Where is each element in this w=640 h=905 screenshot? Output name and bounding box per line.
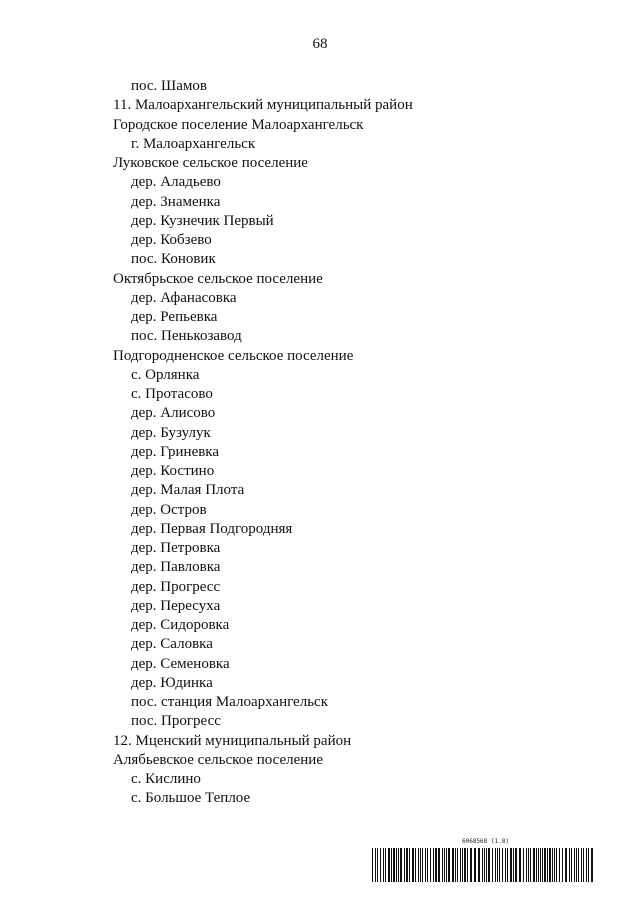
- settlement-item: дер. Бузулук: [131, 424, 211, 441]
- settlement-item: пос. Коновик: [131, 251, 216, 268]
- settlement-item: дер. Кузнечик Первый: [131, 212, 274, 229]
- settlement-item: дер. Сидоровка: [131, 617, 230, 633]
- settlement-item: пос. Шамов: [131, 78, 207, 94]
- section-heading: 11. Малоархангельский муниципальный район: [113, 97, 413, 114]
- settlement-item: дер. Пересуха: [131, 597, 221, 614]
- settlement-item: дер. Кобзево: [131, 232, 212, 248]
- settlement-item: дер. Юдинка: [131, 674, 213, 691]
- settlement-item: дер. Остров: [131, 501, 207, 518]
- settlement-item: пос. станция Малоархангельск: [131, 694, 328, 710]
- settlement-item: дер. Петровка: [131, 540, 221, 556]
- settlement-item: дер. Алисово: [131, 405, 216, 422]
- barcode-block: [372, 838, 594, 884]
- section-heading: Октябрьское сельское поселение: [113, 270, 323, 287]
- section-heading: Городское поселение Малоархангельск: [113, 116, 364, 133]
- barcode-label: 6068568 (1.8): [462, 838, 509, 845]
- settlement-item: дер. Гриневка: [131, 443, 220, 460]
- settlement-item: дер. Прогресс: [131, 578, 221, 595]
- barcode-icon: [372, 848, 594, 882]
- settlement-item: дер. Знаменка: [131, 193, 221, 210]
- section-heading: Подгородненское сельское поселение: [113, 347, 354, 364]
- page-number: 68: [312, 36, 328, 52]
- section-heading: Луковское сельское поселение: [113, 155, 308, 171]
- section-heading: 12. Мценский муниципальный район: [113, 732, 352, 749]
- settlement-item: дер. Малая Плота: [131, 482, 245, 499]
- settlement-item: с. Большое Теплое: [131, 790, 251, 807]
- settlement-item: с. Протасово: [131, 386, 213, 402]
- settlement-item: г. Малоархангельск: [131, 135, 256, 152]
- settlement-item: дер. Семеновка: [131, 655, 230, 672]
- settlement-item: дер. Первая Подгородняя: [131, 520, 293, 537]
- settlement-item: дер. Аладьево: [131, 174, 221, 191]
- settlement-item: дер. Репьевка: [131, 309, 218, 325]
- settlement-item: дер. Саловка: [131, 636, 213, 653]
- settlement-item: пос. Пенькозавод: [131, 328, 242, 345]
- settlement-item: дер. Павловка: [131, 559, 221, 576]
- section-heading: Алябьевское сельское поселение: [113, 751, 323, 768]
- settlement-item: дер. Костино: [131, 463, 215, 479]
- settlement-item: с. Орлянка: [131, 366, 200, 383]
- settlement-item: с. Кислино: [131, 771, 201, 787]
- settlement-item: дер. Афанасовка: [131, 289, 237, 306]
- settlement-item: пос. Прогресс: [131, 713, 221, 730]
